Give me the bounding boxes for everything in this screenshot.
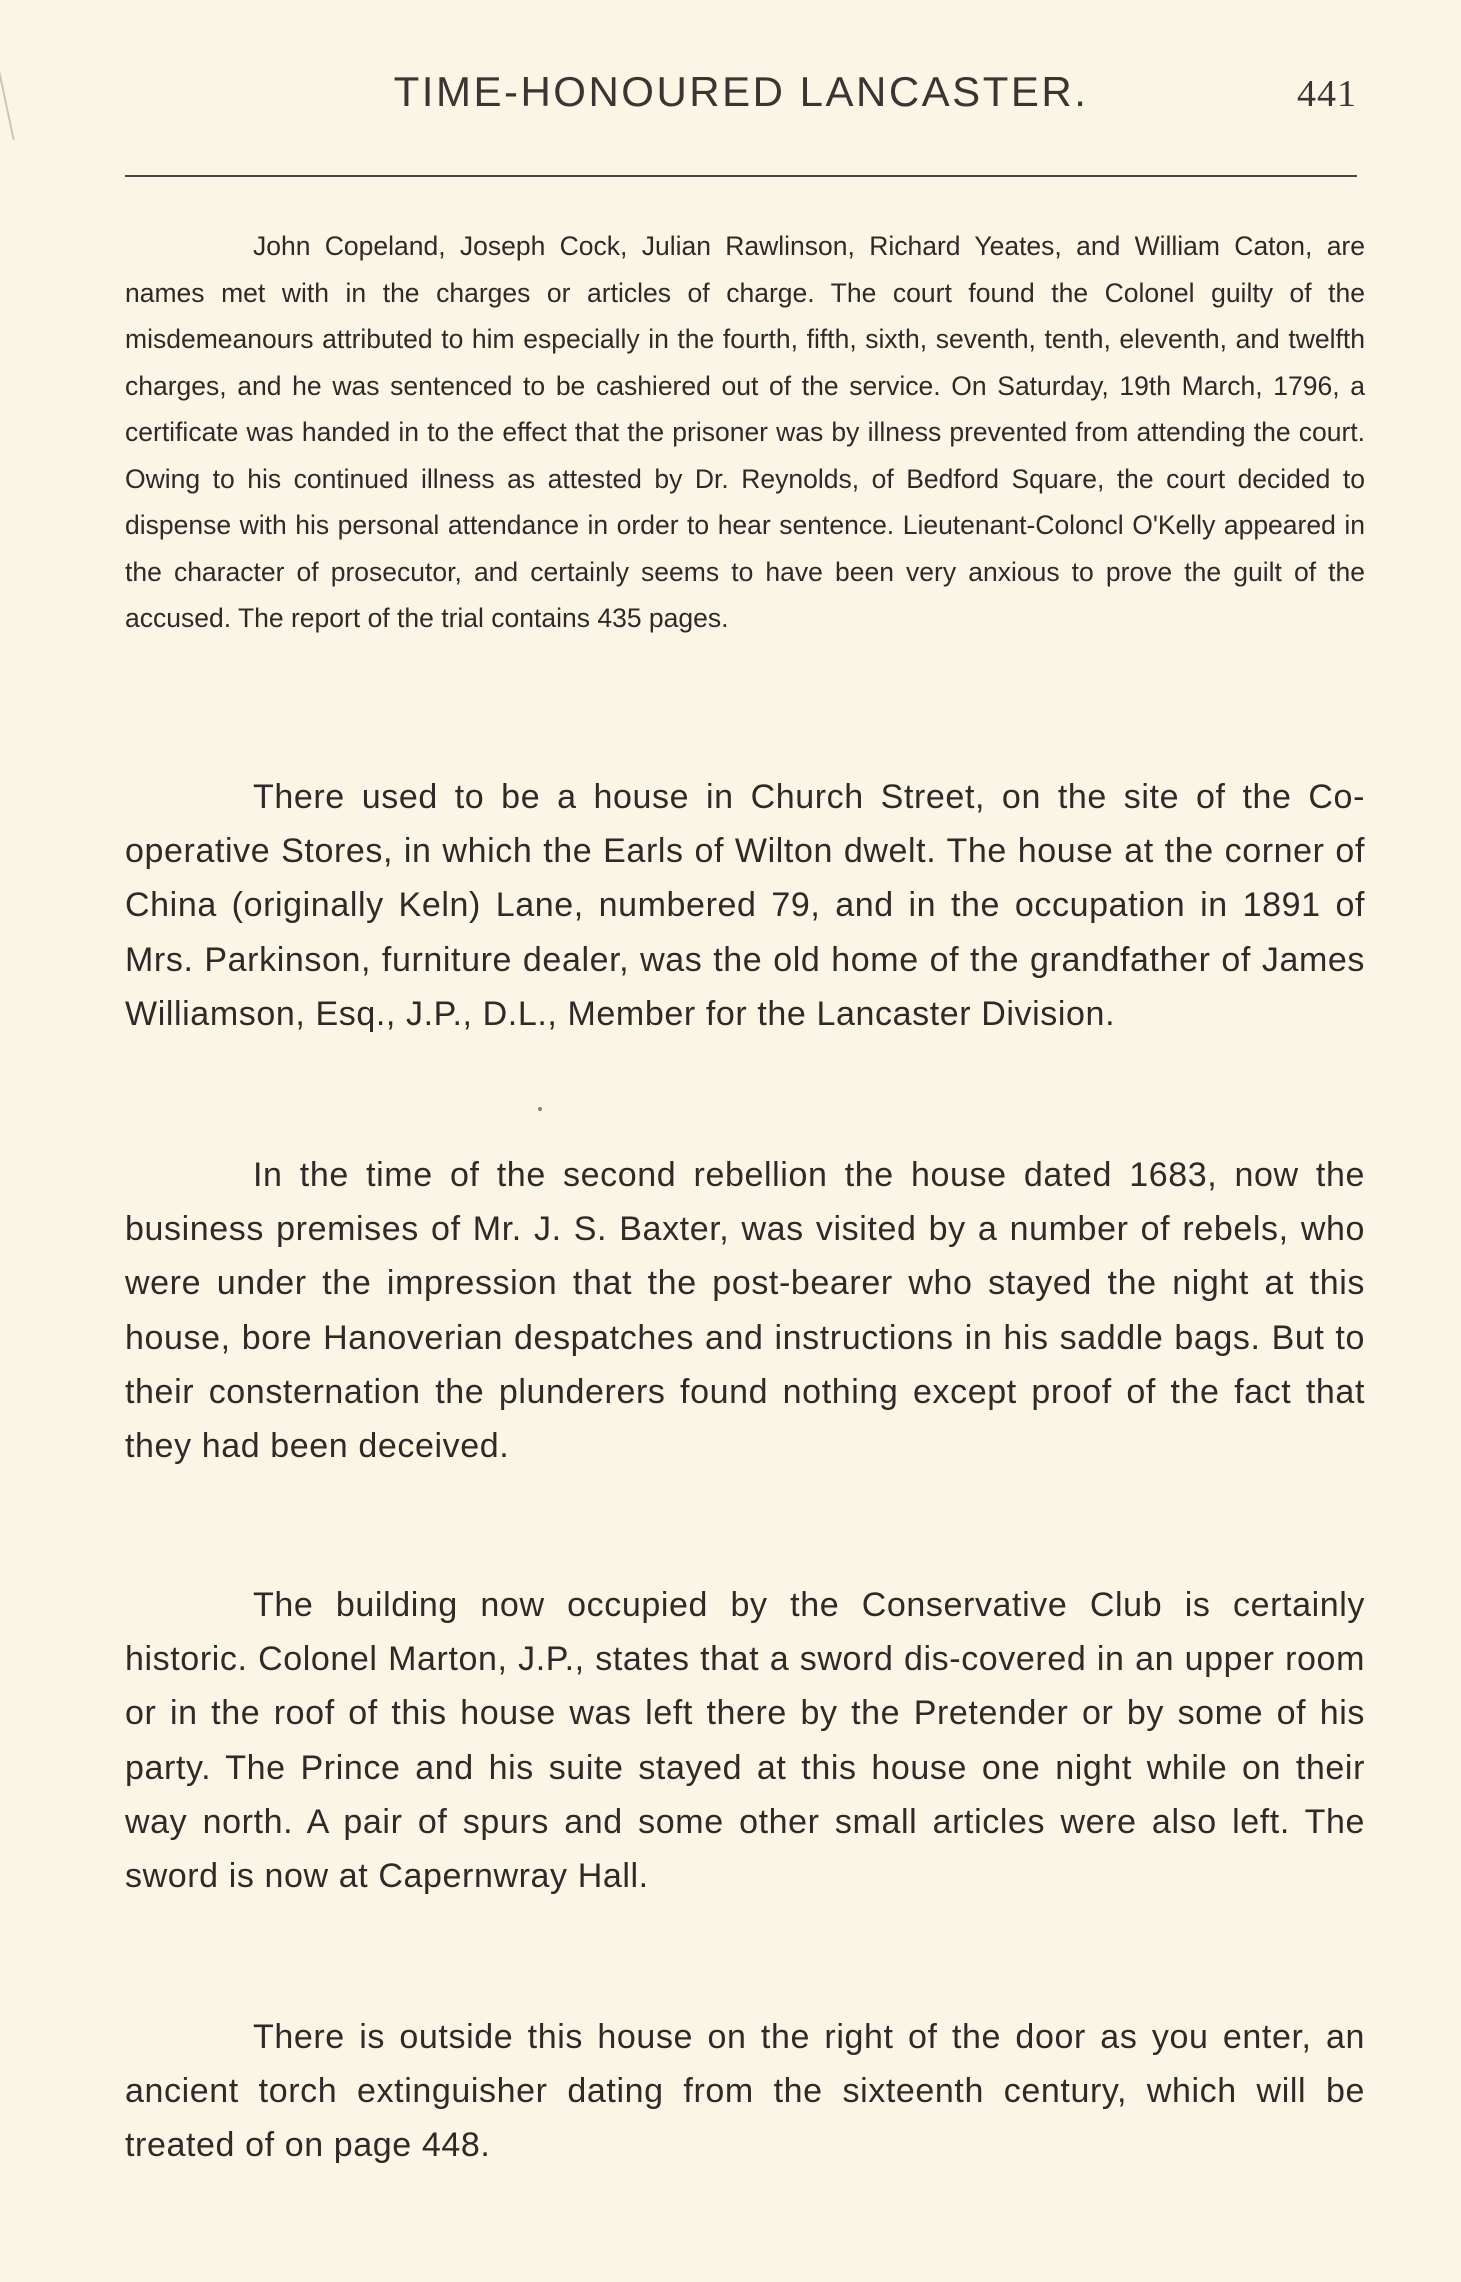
paragraph-conservative-club: The building now occupied by the Conservative Club is certainly historic. Colonel Marton, J.P., states that a sword dis-covered in an upper room or in the roof of this house was left there by the Pretender or by some of his party. The Prince and his suite stayed at this house one night while on their way north. A pair of spurs and some other small articles were also left. The sword is now at Capernwray Hall. <box>125 1586 1365 1896</box>
paragraph-torch-extinguisher: There is outside this house on the right of the door as you enter, an ancient torch extinguisher dating from the sixteenth century, which will be treated of on page 448. <box>125 2018 1365 2165</box>
page-number: 441 <box>1297 73 1357 115</box>
paragraph-court-martial: John Copeland, Joseph Cock, Julian Rawlinson, Richard Yeates, and William Caton, are names met with in the charges or articles of charge. The court found the Colonel guilty of the misdemeanours attributed to him especially in the fourth, fifth, sixth, seventh, tenth, eleventh, and twelfth charges, and he was sentenced to be cashiered out of the service. On Saturday, 19th March, 1796, a certificate was handed in to the effect that the prisoner was by illness prevented from attending the court. Owing to his continued illness as attested by Dr. Reynolds, of Bedford Square, the court decided to dispense with his personal attendance in order to hear sentence. Lieutenant-Coloncl O'Kelly appeared in the character of prosecutor, and certainly seems to have been very anxious to prove the guilt of the accused. The report of the trial contains 435 pages. <box>125 231 1365 633</box>
running-title: TIME-HONOURED LANCASTER. <box>393 68 1089 115</box>
page-edge-mark <box>0 20 45 140</box>
paragraph-church-street: There used to be a house in Church Street, on the site of the Co-operative Stores, in which the Earls of Wilton dwelt. The house at the corner of China (originally Keln) Lane, numbered 79, and in the occupation in 1891 of Mrs. Parkinson, furniture dealer, was the old home of the grandfather of James Williamson, Esq., J.P., D.L., Member for the Lancaster Division. <box>125 778 1365 1033</box>
print-speck <box>538 1107 542 1111</box>
paragraph-second-rebellion: In the time of the second rebellion the house dated 1683, now the business premises of Mr. J. S. Baxter, was visited by a number of rebels, who were under the impression that the post-bearer who stayed the night at this house, bore Hanoverian despatches and instructions in his saddle bags. But to their consternation the plunderers found nothing except proof of the fact that they had been deceived. <box>125 1156 1365 1466</box>
running-header <box>125 68 1357 128</box>
header-rule <box>125 175 1357 177</box>
